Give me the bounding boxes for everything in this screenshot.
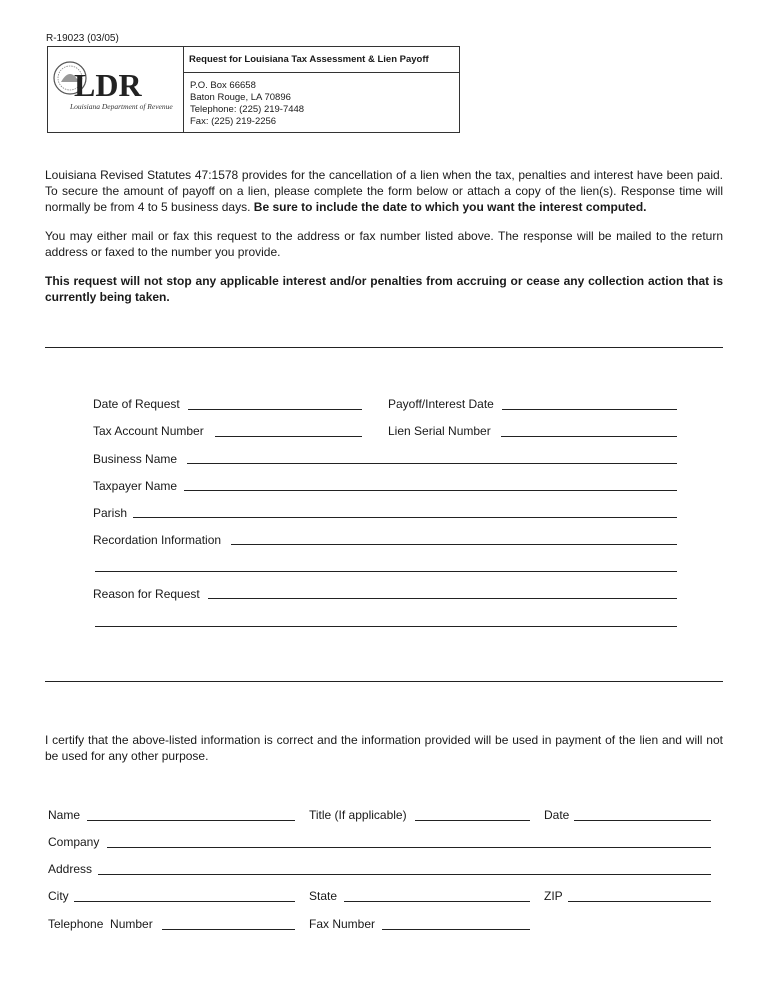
logo-letters: LDR [74,67,142,103]
title-label: Title (If applicable) [309,808,407,822]
date-of-request-field[interactable] [188,409,362,410]
address-line: Baton Rouge, LA 70896 [190,92,291,103]
header-divider [183,72,460,73]
city-field[interactable] [74,901,295,902]
taxpayer-name-field[interactable] [184,490,677,491]
parish-field[interactable] [133,517,677,518]
state-field[interactable] [344,901,530,902]
reason-for-request-field-line-2[interactable] [95,626,677,627]
logo-subtext: Louisiana Department of Revenue [70,102,173,111]
reason-for-request-field[interactable] [208,598,677,599]
recordation-information-label: Recordation Information [93,533,222,547]
taxpayer-name-label: Taxpayer Name [93,479,178,493]
fax-number-label: Fax Number [309,917,376,931]
parish-label: Parish [93,506,128,520]
address-line: Fax: (225) 219-2256 [190,116,277,127]
address-label: Address [48,862,93,876]
zip-label: ZIP [544,889,563,903]
city-label: City [48,889,69,903]
certification-statement: I certify that the above-listed information is correct and the information provided will be used in payment of the lien and will not be used for any other purpose. [45,733,723,763]
intro-paragraph-1: Louisiana Revised Statutes 47:1578 provides for the cancellation of a lien when the tax, penalties and interest have been paid. To secure the amount of payoff on a lien, please complete the form below or attach a copy of the lien(s). Response time will normally be from 4 to 5 business days. Be sure to include the date to which you want the interest computed. [45,168,723,214]
title-field[interactable] [415,820,530,821]
section-divider [45,347,723,348]
payoff-interest-date-field[interactable] [502,409,677,410]
tax-account-number-field[interactable] [215,436,362,437]
name-field[interactable] [87,820,295,821]
header-vertical-divider [183,46,184,133]
reason-for-request-label: Reason for Request [93,587,200,601]
intro-paragraph-2: You may either mail or fax this request to the address or fax number listed above. The response will be mailed to the return address or faxed to the number you provide. [45,229,723,259]
address-field[interactable] [98,874,711,875]
company-field[interactable] [107,847,711,848]
recordation-information-field-line-2[interactable] [95,571,677,572]
zip-field[interactable] [568,901,711,902]
date-label: Date [544,808,570,822]
fax-number-field[interactable] [382,929,530,930]
payoff-interest-date-label: Payoff/Interest Date [388,397,494,411]
recordation-information-field[interactable] [231,544,677,545]
lien-serial-number-field[interactable] [501,436,677,437]
form-title: Request for Louisiana Tax Assessment & Lien Payoff [189,54,429,65]
address-line: Telephone: (225) 219-7448 [190,104,305,115]
lien-serial-number-label: Lien Serial Number [388,424,491,438]
state-label: State [309,889,338,903]
section-divider [45,681,723,682]
business-name-field[interactable] [187,463,677,464]
date-field[interactable] [574,820,711,821]
form-number: R-19023 (03/05) [46,33,119,44]
business-name-label: Business Name [93,452,178,466]
telephone-number-field[interactable] [162,929,295,930]
ldr-logo [52,56,180,114]
intro-paragraph-3: This request will not stop any applicable interest and/or penalties from accruing or cease any collection action that is currently being taken. [45,274,723,304]
tax-account-number-label: Tax Account Number [93,424,204,438]
address-line: P.O. Box 66658 [190,80,256,91]
name-label: Name [48,808,81,822]
date-of-request-label: Date of Request [93,397,180,411]
telephone-number-label: Telephone Number [48,917,153,931]
company-label: Company [48,835,100,849]
